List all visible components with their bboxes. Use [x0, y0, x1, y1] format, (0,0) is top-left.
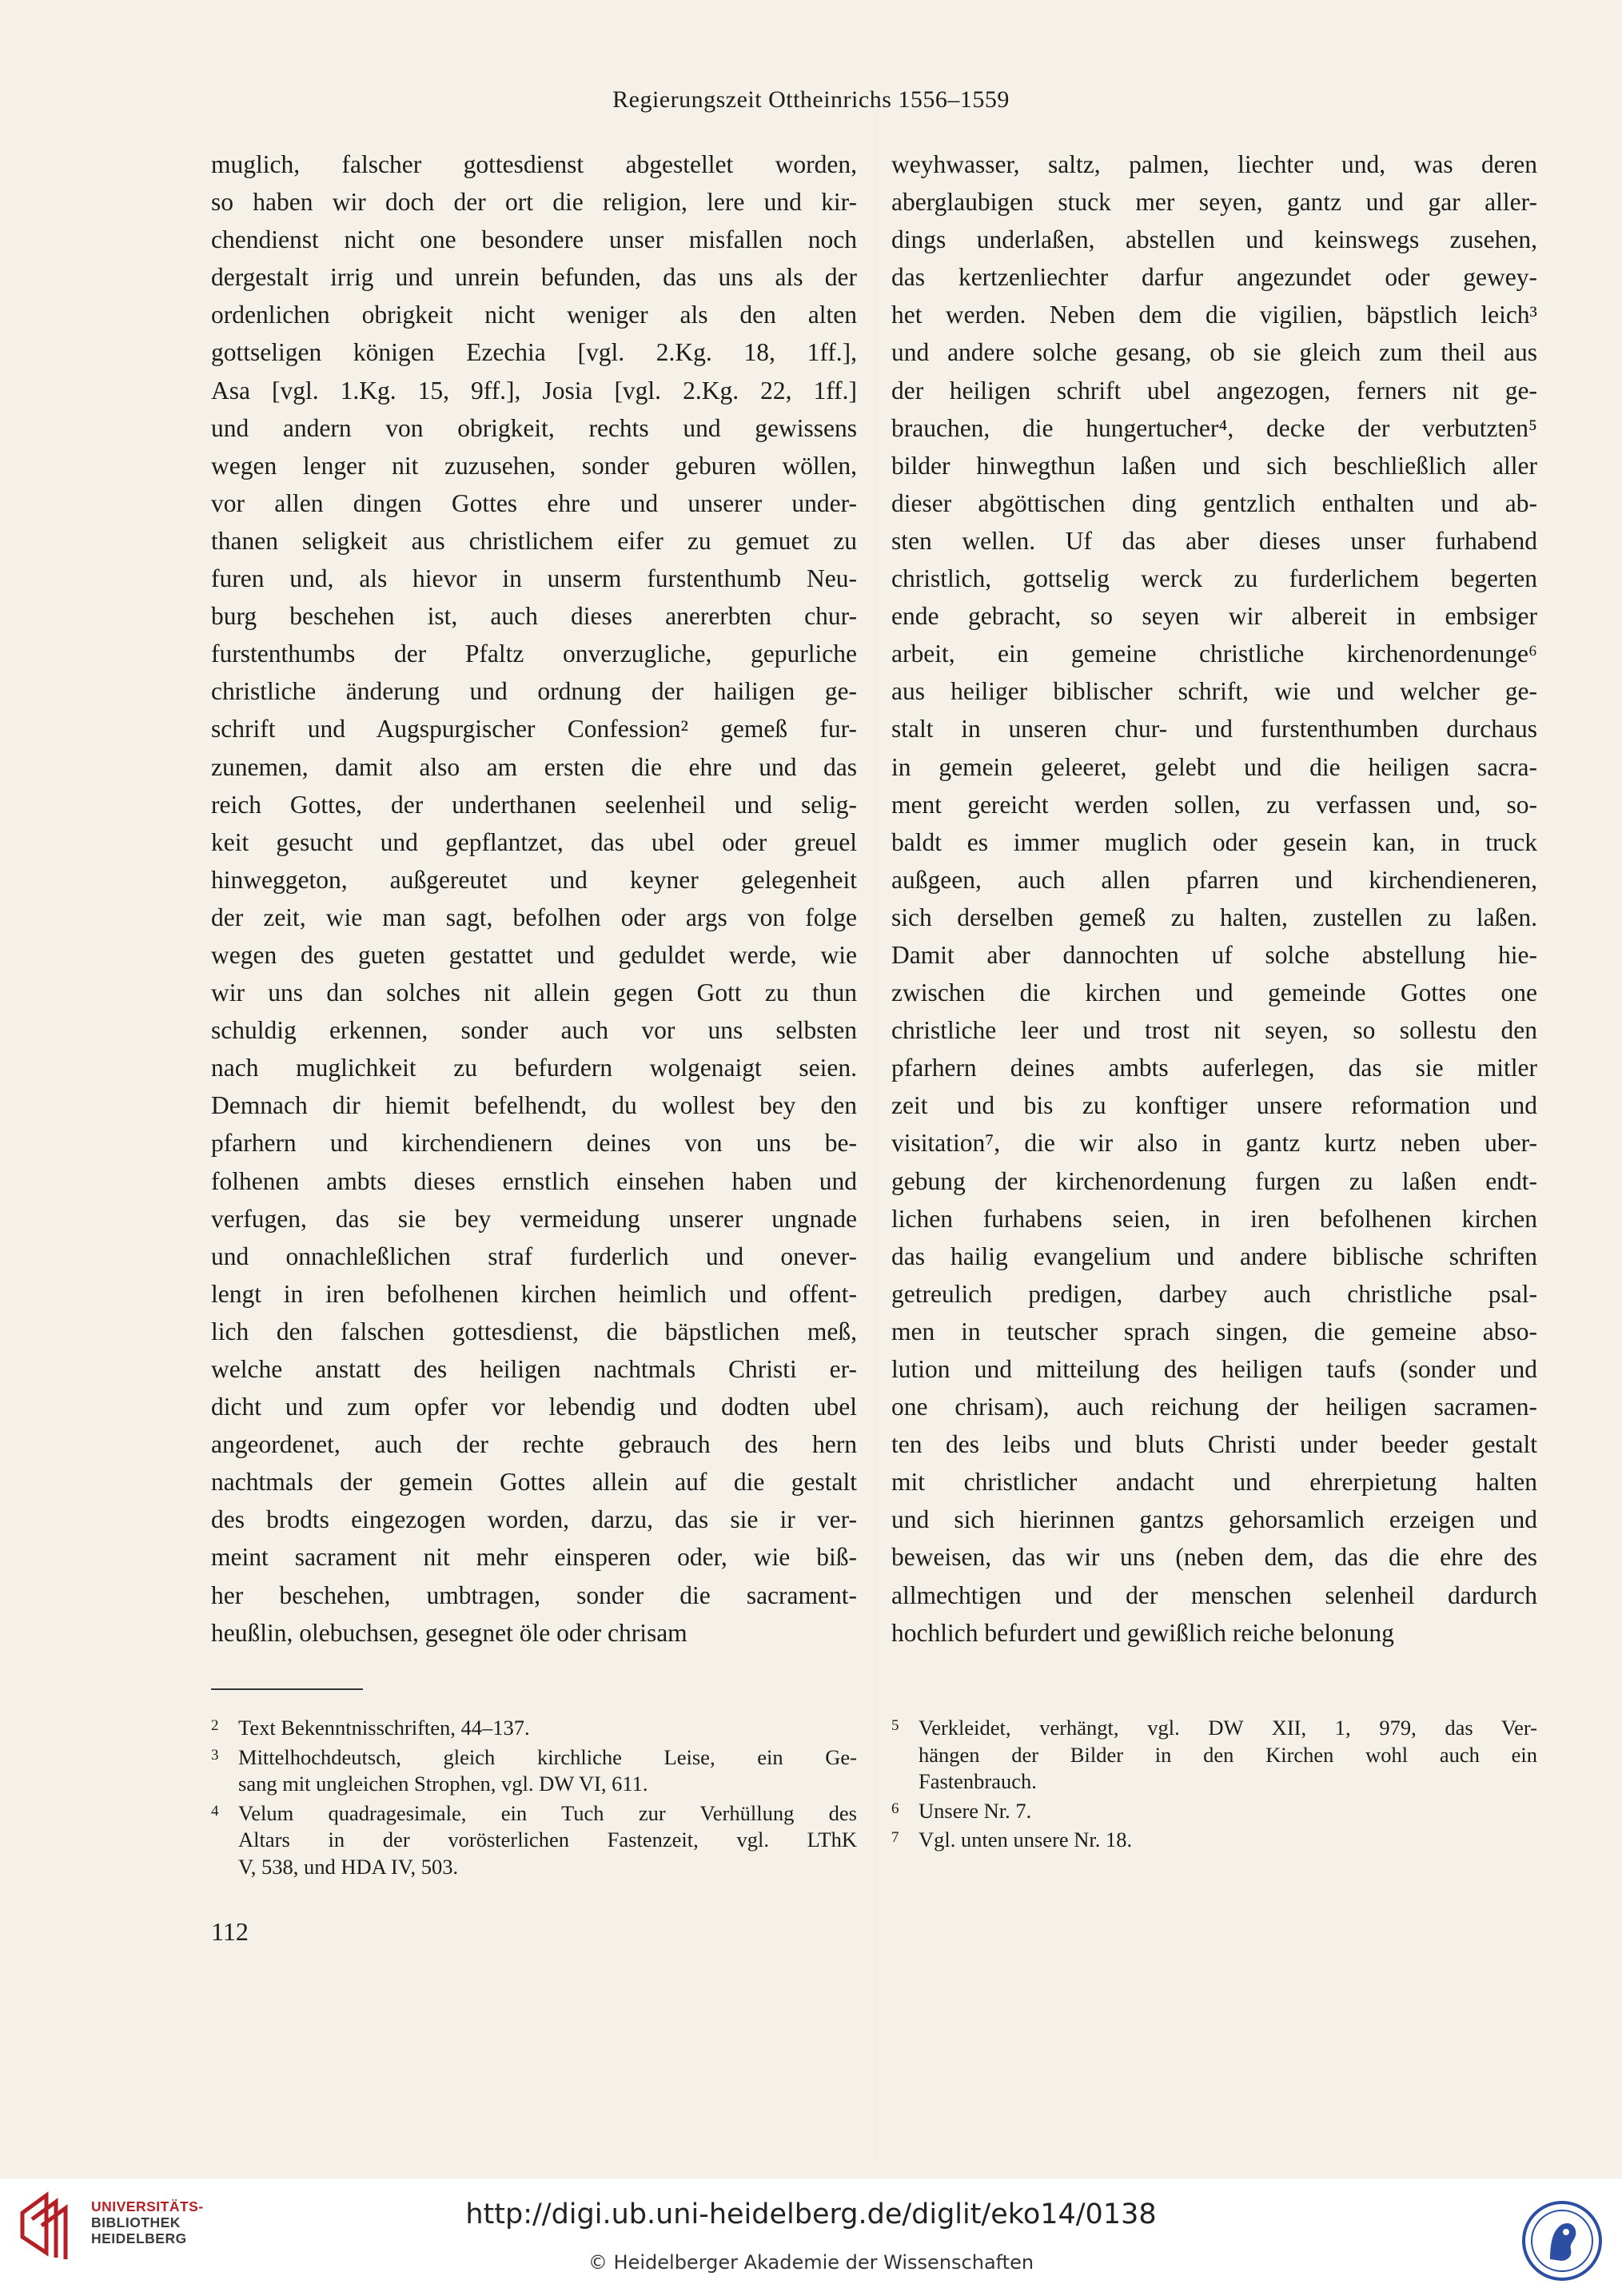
footnote-text: Fastenbrauch. [919, 1769, 1037, 1794]
text-line: arbeit, ein gemeine christliche kirchenordenunge⁶ [891, 640, 1537, 668]
text-line: zunemen, damit also am ersten die ehre und das [211, 752, 857, 781]
text-line: ende gebracht, so seyen wir albereit in embsiger [891, 602, 1537, 631]
text-line: und onnachleßlichen straf furderlich und onever- [211, 1242, 857, 1270]
text-line: das kertzenliechter darfur angezundet oder gewey- [891, 263, 1537, 292]
academy-seal-icon[interactable] [1521, 2200, 1603, 2282]
text-line: hinweggeton, außgereutet und keyner gelegenheit [211, 865, 857, 894]
text-line: thanen seligkeit aus christlichem eifer zu gemuet zu [211, 526, 857, 555]
text-line: keit gesucht und gepflantzet, das ubel oder greuel [211, 827, 857, 856]
text-line: in gemein geleeret, gelebt und die heiligen sacra- [891, 752, 1537, 781]
text-column-right [891, 145, 1537, 1652]
footnotes-left [211, 1712, 857, 1881]
text-line: beweisen, das wir uns (neben dem, das die ehre des [891, 1543, 1537, 1572]
running-title: Regierungszeit Ottheinrichs 1556–1559 [612, 86, 1010, 113]
text-line: burg beschehen ist, auch dieses anererbten chur- [211, 602, 857, 631]
footnote [211, 1798, 857, 1881]
text-line: reich Gottes, der underthanen seelenheil und selig- [211, 790, 857, 819]
text-line: visitation⁷, die wir also in gantz kurtz neben uber- [891, 1129, 1537, 1158]
footnote-number: 4 [211, 1802, 219, 1820]
text-line: vor allen dingen Gottes ehre und unserer under- [211, 488, 857, 517]
text-line: one chrisam), auch reichung der heiligen sacramen- [891, 1393, 1537, 1421]
text-line: der heiligen schrift ubel angezogen, ferners nit ge- [891, 376, 1537, 405]
text-line: der zeit, wie man sagt, befolhen oder args von folge [211, 903, 857, 931]
text-line: Demnach dir hiemit befelhendt, du wollest bey den [211, 1091, 857, 1120]
text-line: stalt in unseren chur- und furstenthumben durchaus [891, 715, 1537, 743]
footnote-number: 2 [211, 1717, 219, 1734]
text-line: aberglaubigen stuck mer seyen, gantz und gar aller- [891, 188, 1537, 217]
text-line: schrift und Augspurgischer Confession² gemeß fur- [211, 715, 857, 743]
text-line: ment gereicht werden sollen, zu verfassen und, so- [891, 790, 1537, 819]
text-line: wir uns dan solches nit allein gegen Gott zu thun [211, 979, 857, 1007]
text-line: dicht und zum opfer vor lebendig und dodten ubel [211, 1393, 857, 1421]
text-line: zeit und bis zu konftiger unsere reformation und [891, 1091, 1537, 1120]
text-line: wegen des gueten gestattet und geduldet werde, wie [211, 940, 857, 969]
footnote [211, 1712, 857, 1742]
text-line: nach muglichkeit zu befurdern wolgenaigt seien. [211, 1054, 857, 1082]
text-line: lichen furhabens seien, in iren befolhenen kirchen [891, 1204, 1537, 1233]
text-line: dieser abgöttischen ding gentzlich enthalten und ab- [891, 488, 1537, 517]
text-column-left [211, 145, 857, 1652]
text-line: hochlich befurdert und gewißlich reiche belonung [891, 1618, 1394, 1647]
text-line: men in teutscher sprach singen, die gemeine abso- [891, 1317, 1537, 1345]
footnote [211, 1742, 857, 1798]
text-line: allmechtigen und der menschen selenheil dardurch [891, 1580, 1537, 1609]
text-line: des brodts eingezogen worden, darzu, das sie ir ver- [211, 1505, 857, 1534]
footnote-text: Verkleidet, verhängt, vgl. DW XII, 1, 979, das Ver- [919, 1716, 1537, 1740]
footnote-text: hängen der Bilder in den Kirchen wohl auch ein [919, 1742, 1537, 1767]
text-line: christlich, gottselig werck zu furderlichem begerten [891, 564, 1537, 593]
text-line: het werden. Neben dem die vigilien, bäpstlich leich³ [891, 301, 1537, 329]
footnote-number: 3 [211, 1746, 219, 1764]
text-line: dergestalt irrig und unrein befunden, das uns als der [211, 263, 857, 292]
text-line: getreulich predigen, darbey auch christliche psal- [891, 1279, 1537, 1308]
text-line: pfarhern und kirchendienern deines von uns be- [211, 1129, 857, 1158]
footnote-text: sang mit ungleichen Strophen, vgl. DW VI, 611. [238, 1772, 648, 1796]
text-line: lich den falschen gottesdienst, die bäpstlichen meß, [211, 1317, 857, 1345]
text-line: meint sacrament nit mehr einsperen oder, wie biß- [211, 1543, 857, 1572]
library-name-line: UNIVERSITÄTS- [91, 2198, 204, 2214]
viewer-footer [0, 2178, 1622, 2296]
footnotes-right [891, 1712, 1537, 1854]
text-line: furen und, als hievor in unserm furstenthumb Neu- [211, 564, 857, 593]
text-line: zwischen die kirchen und gemeinde Gottes one [891, 979, 1537, 1007]
permalink-url[interactable]: http://digi.ub.uni-heidelberg.de/diglit/eko14/0138 [465, 2198, 1157, 2230]
text-line: gottseligen königen Ezechia [vgl. 2.Kg. 18, 1ff.], [211, 338, 857, 367]
footnote-number: 6 [891, 1800, 899, 1817]
text-line: aus heiliger biblischer schrift, wie und welcher ge- [891, 677, 1537, 706]
text-line: dings underlaßen, abstellen und keinswegs zusehen, [891, 225, 1537, 254]
text-line: furstenthumbs der Pfaltz onverzugliche, gepurliche [211, 640, 857, 668]
footnote-text: Velum quadragesimale, ein Tuch zur Verhüllung des [238, 1800, 857, 1825]
text-line: chendienst nicht one besondere unser misfallen noch [211, 225, 857, 254]
text-line: mit christlicher andacht und ehrerpietung halten [891, 1468, 1537, 1497]
text-line: pfarhern deines ambts auferlegen, das sie mitler [891, 1054, 1537, 1082]
text-line: lution und mitteilung des heiligen taufs (sonder und [891, 1355, 1537, 1383]
text-line: und andere solche gesang, ob sie gleich zum theil aus [891, 338, 1537, 367]
footnote [891, 1824, 1537, 1854]
text-line: her beschehen, umbtragen, sonder die sacrament- [211, 1580, 857, 1609]
text-line: Asa [vgl. 1.Kg. 15, 9ff.], Josia [vgl. 2.Kg. 22, 1ff.] [211, 376, 857, 405]
text-line: sten wellen. Uf das aber dieses unser furhabend [891, 526, 1537, 555]
footnote-text: Altars in der vorösterlichen Fastenzeit, vgl. LThK [238, 1828, 857, 1852]
text-line: Damit aber dannochten uf solche abstellung hie- [891, 940, 1537, 969]
footnote-text: Unsere Nr. 7. [919, 1798, 1032, 1823]
text-line: muglich, falscher gottesdienst abgestellet worden, [211, 150, 857, 178]
text-line: außgeen, auch allen pfarren und kirchendieneren, [891, 865, 1537, 894]
library-name-line: BIBLIOTHEK [91, 2214, 181, 2230]
text-line: ordenlichen obrigkeit nicht weniger als den alten [211, 301, 857, 329]
text-line: christliche leer und trost nit seyen, so sollestu den [891, 1016, 1537, 1045]
footnote-first-line [891, 1712, 1537, 1742]
footnote-text: V, 538, und HDA IV, 503. [238, 1854, 459, 1879]
text-line: brauchen, die hungertucher⁴, decke der verbutzten⁵ [891, 413, 1537, 442]
footnote-rule [211, 1688, 363, 1690]
page-gutter [875, 112, 877, 2158]
text-line: bilder hinwegthun laßen und sich beschließlich aller [891, 451, 1537, 480]
text-line: baldt es immer muglich oder gesein kan, in truck [891, 827, 1537, 856]
footnote-text: Vgl. unten unsere Nr. 18. [919, 1828, 1133, 1852]
footnote-first-line [211, 1798, 857, 1828]
text-line: angeordenet, auch der rechte gebrauch des hern [211, 1430, 857, 1459]
text-line: welche anstatt des heiligen nachtmals Christi er- [211, 1355, 857, 1383]
footnote-first-line [211, 1742, 857, 1772]
text-line: und sich hierinnen gantzs gehorsamlich erzeigen und [891, 1505, 1537, 1534]
page-number: 112 [211, 1917, 249, 1946]
footnote-text: Mittelhochdeutsch, gleich kirchliche Leise, ein Ge- [238, 1744, 857, 1769]
text-line: das hailig evangelium und andere biblische schriften [891, 1242, 1537, 1270]
text-line: gebung der kirchenordenung furgen zu laßen endt- [891, 1166, 1537, 1195]
text-line: und andern von obrigkeit, rechts und gewissens [211, 413, 857, 442]
library-name-line: HEIDELBERG [91, 2230, 187, 2246]
text-line: lengt in iren befolhenen kirchen heimlich und offent- [211, 1279, 857, 1308]
text-line: so haben wir doch der ort die religion, lere und kir- [211, 188, 857, 217]
footnote [891, 1796, 1537, 1825]
footnote [891, 1712, 1537, 1796]
text-line: nachtmals der gemein Gottes allein auf die gestalt [211, 1468, 857, 1497]
text-line: weyhwasser, saltz, palmen, liechter und, was deren [891, 150, 1537, 178]
text-line: sich derselben gemeß zu halten, zustellen zu laßen. [891, 903, 1537, 931]
text-line: ten des leibs und bluts Christi under beeder gestalt [891, 1430, 1537, 1459]
text-line: schuldig erkennen, sonder auch vor uns selbsten [211, 1016, 857, 1045]
copyright-notice: © Heidelberger Akademie der Wissenschaften [588, 2251, 1034, 2274]
footnote-first-line [211, 1712, 857, 1742]
footnote-number: 7 [891, 1829, 899, 1847]
text-line: verfugen, das sie bey vermeidung unserer ungnade [211, 1204, 857, 1233]
text-line: christliche änderung und ordnung der hailigen ge- [211, 677, 857, 706]
text-line: folhenen ambts dieses ernstlich einsehen haben und [211, 1166, 857, 1195]
footnote-first-line [891, 1796, 1537, 1825]
footnote-text: Text Bekenntnisschriften, 44–137. [238, 1716, 530, 1740]
footnote-number: 5 [891, 1717, 899, 1734]
text-line: heußlin, olebuchsen, gesegnet öle oder chrisam [211, 1618, 687, 1647]
footnote-first-line [891, 1824, 1537, 1854]
text-line: wegen lenger nit zuzusehen, sonder geburen wöllen, [211, 451, 857, 480]
